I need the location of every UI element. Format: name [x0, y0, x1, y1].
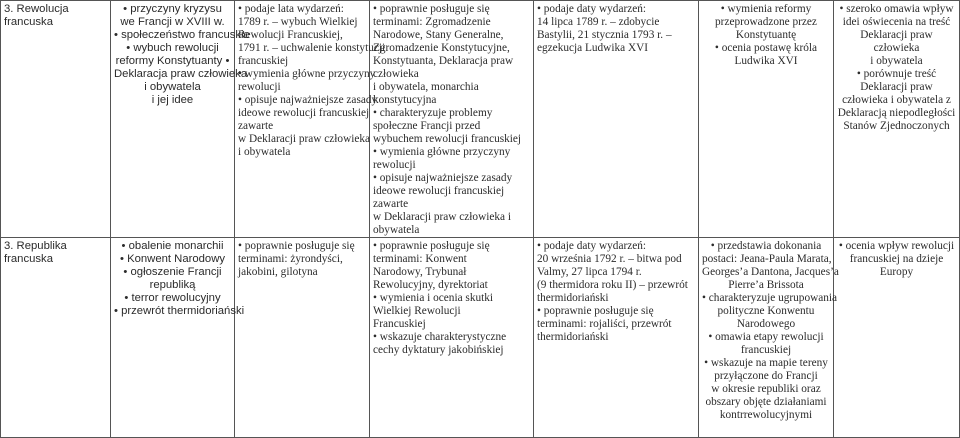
bullet-line: • wymienia reformy	[702, 3, 830, 16]
bullet-line: • opisuje najważniejsze zasady	[238, 94, 366, 107]
text-line: 1791 r. – uchwalenie konstytucji	[238, 42, 386, 54]
text-line: Valmy, 27 lipca 1794 r.	[537, 266, 642, 278]
text-line: republiką	[149, 279, 196, 291]
text-line: 1789 r. – wybuch Wielkiej	[238, 16, 358, 28]
text-line: idei oświecenia na treść	[842, 16, 951, 28]
text-line: w Deklaracji praw człowieka	[238, 133, 371, 145]
text-line: Deklaracji praw	[860, 81, 933, 93]
bullet-line: • ogłoszenie Francji	[114, 266, 231, 279]
bullet-line: • obalenie monarchii	[114, 240, 231, 253]
bullet-line: • omawia etapy rewolucji	[702, 331, 830, 344]
requirement-cell-good	[534, 238, 699, 438]
text-line: obywatela	[373, 224, 420, 236]
text-line: i obywatela	[238, 146, 291, 158]
requirement-cell-basic	[235, 238, 370, 438]
text-line: 14 lipca 1789 r. – zdobycie	[537, 16, 660, 28]
text-line: Deklaracją niepodległości	[837, 107, 956, 119]
text-line: francuskiej	[238, 55, 289, 67]
text-line: wybuchem rewolucji francuskiej	[373, 133, 522, 145]
bullet-line: • przewrót thermidoriański	[114, 305, 231, 318]
bullet-line: • terror rewolucyjny	[114, 292, 231, 305]
requirement-cell-very-good	[699, 238, 839, 438]
bullet-line: reformy Konstytuanty •	[114, 55, 231, 68]
bullet-line: • wskazuje charakterystyczne	[373, 331, 530, 344]
topic-cell: 3. Rewolucja francuska	[1, 1, 111, 238]
bullet-line: • poprawnie posługuje się	[373, 3, 530, 16]
text-line: i jej idee	[151, 94, 194, 106]
text-line: i obywatela	[144, 81, 201, 93]
text-line: polityczne Konwentu	[717, 305, 815, 317]
bullet-line: • porównuje treść	[837, 68, 956, 81]
text-line: Stanów Zjednoczonych	[843, 120, 950, 132]
content-cell	[111, 1, 250, 238]
bullet-line: • przyczyny kryzysu	[114, 3, 231, 16]
text-line: rewolucji	[238, 81, 281, 93]
text-line: w okresie republiki oraz	[711, 383, 821, 395]
text-line: Pierre’a Brissota	[728, 279, 804, 291]
requirement-cell-good	[534, 1, 699, 238]
text-line: francuskiej	[740, 344, 792, 356]
bullet-line: • szeroko omawia wpływ	[837, 3, 956, 16]
bullet-line: • podaje daty wydarzeń:	[537, 240, 695, 253]
table-row-rewolucja	[1, 1, 960, 238]
text-line: thermidoriański	[537, 331, 609, 343]
text-line: terminami: Zgromadzenie	[373, 16, 491, 28]
text-line: konstytucyjna	[373, 94, 437, 106]
bullet-line: • przedstawia dokonania	[702, 240, 830, 253]
text-line: francuskiej na dzieje	[849, 253, 944, 265]
text-line: terminami: rojaliści, przewrót	[537, 318, 672, 330]
requirement-cell-sufficient	[370, 1, 534, 238]
text-line: Narodowego	[736, 318, 796, 330]
requirement-cell-sufficient	[370, 238, 534, 438]
text-line: Georges’a Dantona, Jacques’a	[702, 266, 839, 278]
requirement-cell-excellent	[834, 238, 960, 438]
text-line: Rewolucyjny, dyrektoriat	[373, 279, 488, 291]
bullet-line: • ocenia wpływ rewolucji	[837, 240, 956, 253]
text-line: kontrrewolucyjnymi	[719, 409, 813, 421]
text-line: (9 thermidora roku II) – przewrót	[537, 279, 688, 291]
text-line: Rewolucji Francuskiej,	[238, 29, 343, 41]
text-line: społeczne Francji przed	[373, 120, 481, 132]
bullet-line: • społeczeństwo francuskie	[114, 29, 231, 42]
text-line: przyłączone do Francji	[714, 370, 818, 382]
text-line: w Deklaracji praw człowieka i	[373, 211, 512, 223]
table-row-republika	[1, 238, 960, 438]
text-line: terminami: Konwent	[373, 253, 467, 265]
bullet-line: • charakteryzuje ugrupowania	[702, 292, 830, 305]
bullet-line: • wskazuje na mapie tereny	[702, 357, 830, 370]
text-line: Deklaracji praw	[860, 29, 933, 41]
bullet-line: • poprawnie posługuje się	[373, 240, 530, 253]
text-line: thermidoriański	[537, 292, 609, 304]
text-line: rewolucji	[373, 159, 416, 171]
text-line: Narodowy, Trybunał	[373, 266, 467, 278]
text-line: i obywatela	[870, 55, 923, 67]
bullet-line: • opisuje najważniejsze zasady	[373, 172, 530, 185]
text-line: Bastylii, 21 stycznia 1793 r. –	[537, 29, 672, 41]
text-line: egzekucja Ludwika XVI	[537, 42, 649, 54]
text-line: we Francji w XVIII w.	[120, 16, 225, 28]
bullet-line: • poprawnie posługuje się	[238, 240, 366, 253]
text-line: jakobini, gilotyna	[238, 266, 318, 278]
content-cell	[111, 238, 245, 438]
text-line: człowieka	[373, 68, 419, 80]
bullet-line: • podaje lata wydarzeń:	[238, 3, 366, 16]
text-line: człowieka	[873, 42, 920, 54]
requirement-cell-excellent	[834, 1, 960, 238]
text-line: Ludwika XVI	[734, 55, 798, 67]
text-line: postaci: Jeana-Paula Marata,	[702, 253, 832, 265]
text-line: i obywatela, monarchia	[373, 81, 479, 93]
text-line: człowieka i obywatela z	[842, 94, 951, 106]
text-line: Francuskiej	[373, 318, 426, 330]
bullet-line: • wymienia główne przyczyny	[238, 68, 366, 81]
text-line: Narodowe, Stany Generalne,	[373, 29, 504, 41]
text-line: obszary objęte działaniami	[705, 396, 827, 408]
text-line: Deklaracja praw człowieka	[114, 68, 248, 80]
topic-cell: 3. Republika francuska	[1, 238, 111, 438]
text-line: terminami: żyrondyści,	[238, 253, 343, 265]
text-line: Europy	[879, 266, 914, 278]
bullet-line: • Konwent Narodowy	[114, 253, 231, 266]
text-line: Zgromadzenie Konstytucyjne,	[373, 42, 510, 54]
bullet-line: • wymienia i ocenia skutki	[373, 292, 530, 305]
bullet-line: • ocenia postawę króla	[702, 42, 830, 55]
text-line: zawarte	[238, 120, 274, 132]
requirement-cell-very-good	[699, 1, 834, 238]
text-line: Konstytuantę	[735, 29, 797, 41]
text-line: 20 września 1792 r. – bitwa pod	[537, 253, 682, 265]
text-line: zawarte	[373, 198, 409, 210]
text-line: Wielkiej Rewolucji	[373, 305, 461, 317]
bullet-line: • podaje daty wydarzeń:	[537, 3, 695, 16]
requirement-cell-basic	[235, 1, 386, 238]
text-line: ideowe rewolucji francuskiej	[238, 107, 370, 119]
text-line: Konstytuanta, Deklaracja praw	[373, 55, 514, 67]
bullet-line: • wybuch rewolucji	[114, 42, 231, 55]
text-line: cechy dyktatury jakobińskiej	[373, 344, 504, 356]
bullet-line: • wymienia główne przyczyny	[373, 146, 530, 159]
bullet-line: • poprawnie posługuje się	[537, 305, 695, 318]
text-line: ideowe rewolucji francuskiej	[373, 185, 505, 197]
text-line: przeprowadzone przez	[715, 16, 817, 28]
bullet-line: • charakteryzuje problemy	[373, 107, 530, 120]
